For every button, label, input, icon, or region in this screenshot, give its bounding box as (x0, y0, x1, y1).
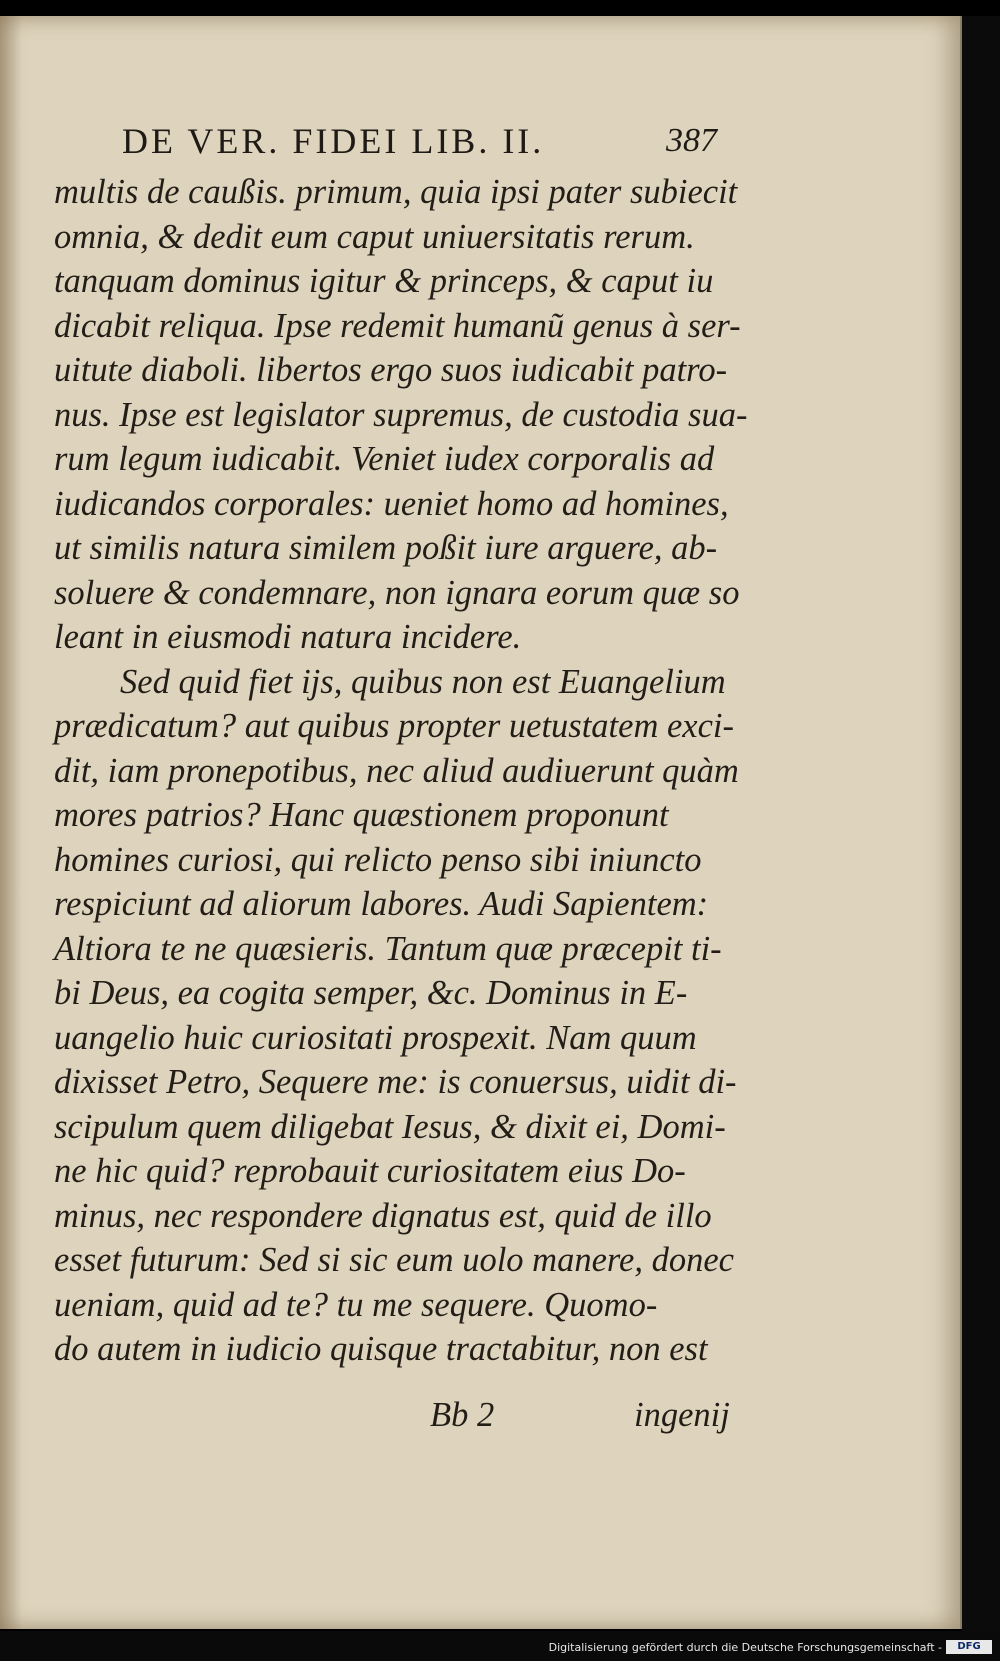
text-line: uangelio huic curiositati prospexit. Nam quum (54, 1018, 697, 1057)
gutter-shadow (0, 16, 22, 1629)
text-line: multis de caußis. primum, quia ipsi pater subiecit (54, 173, 738, 211)
text-line: ueniam, quid ad te? tu me sequere. Quomo- (54, 1285, 658, 1324)
text-line: iudicandos corporales: ueniet homo ad homines, (54, 484, 729, 523)
text-line: esset futurum: Sed si sic eum uolo manere, donec (54, 1241, 734, 1279)
text-line: dit, iam pronepotibus, nec aliud audiuerunt quàm (54, 751, 739, 790)
catchword: ingenij (634, 1396, 730, 1434)
running-head: DE VER. FIDEI LIB. II. (122, 121, 545, 161)
body-text (54, 170, 754, 1372)
text-line: respiciunt ad aliorum labores. Audi Sapientem: (54, 885, 709, 923)
text-line: bi Deus, ea cogita semper, &c. Dominus in E- (54, 974, 688, 1012)
text-line: ne hic quid? reprobauit curiositatem eius Do- (54, 1152, 686, 1190)
text-line: homines curiosi, qui relicto penso sibi iniuncto (54, 840, 702, 879)
page-foot (54, 1396, 754, 1442)
text-line: ut similis natura similem poßit iure arguere, ab- (54, 529, 718, 567)
signature-mark: Bb 2 (430, 1396, 495, 1434)
digitization-credit: Digitalisierung gefördert durch die Deutsche Forschungsgemeinschaft - (548, 1641, 942, 1654)
text-line: nus. Ipse est legislator supremus, de custodia sua- (54, 395, 748, 434)
text-line: dicabit reliqua. Ipse redemit humanũ genus à ser- (54, 306, 741, 345)
text-line: Altiora te ne quæsieris. Tantum quæ præcepit ti- (54, 929, 722, 968)
scan-right-border (962, 16, 1000, 1631)
text-line: minus, nec respondere dignatus est, quid de illo (54, 1196, 712, 1235)
text-line: mores patrios? Hanc quæstionem proponunt (54, 796, 669, 834)
text-line: soluere & condemnare, non ignara eorum quæ so (54, 573, 740, 612)
dfg-logo: DFG (946, 1640, 992, 1654)
text-line: tanquam dominus igitur & princeps, & caput iu (54, 262, 714, 300)
paragraph-start-line: Sed quid fiet ijs, quibus non est Euangelium (120, 662, 726, 701)
text-line: leant in eiusmodi natura incidere. (54, 618, 522, 656)
text-line: dixisset Petro, Sequere me: is conuersus, uidit di- (54, 1063, 737, 1101)
text-line: prædicatum? aut quibus propter uetustatem exci- (54, 707, 735, 745)
text-line: rum legum iudicabit. Veniet iudex corporalis ad (54, 440, 715, 478)
text-line: scipulum quem diligebat Iesus, & dixit ei, Domi- (54, 1107, 726, 1146)
scan-top-border (0, 0, 1000, 16)
text-line: uitute diaboli. libertos ergo suos iudicabit patro- (54, 351, 728, 389)
text-line: omnia, & dedit eum caput uniuersitatis rerum. (54, 217, 695, 256)
page-number: 387 (666, 122, 717, 159)
text-line: do autem in iudicio quisque tractabitur, non est (54, 1330, 708, 1368)
